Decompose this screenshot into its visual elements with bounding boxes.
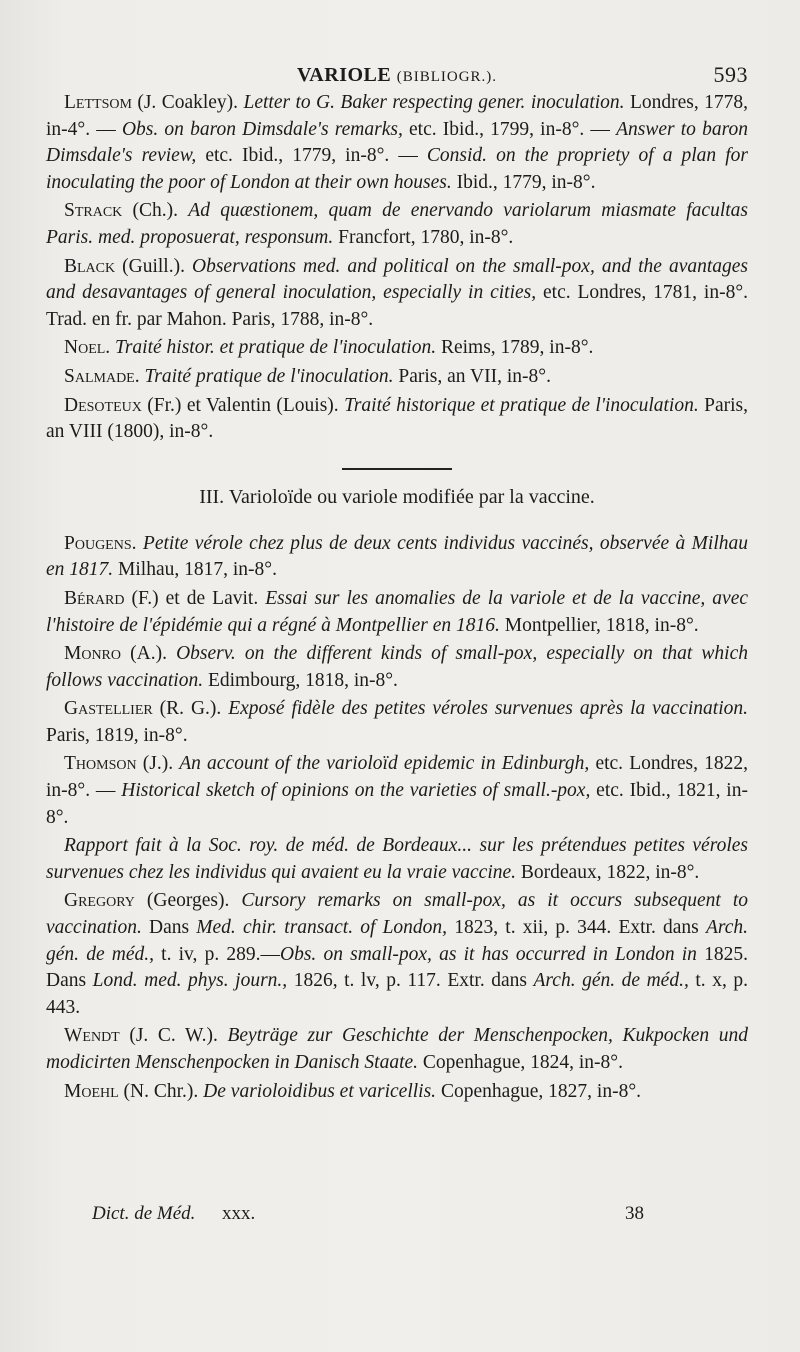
section-heading: III. Varioloïde ou variole modifiée par la vaccine.	[199, 485, 595, 508]
running-header	[46, 58, 748, 90]
entry-work-title: Lond. med. phys. journ.,	[92, 970, 288, 992]
entry-publication-info: Milhau, 1817, in-8°.	[113, 559, 277, 581]
entry-work-title: Observations med. and political on the small-pox, and the avantages and desavantages of general inoculation, especially in cities,	[46, 255, 749, 304]
entry-author-details: (R. G.).	[152, 698, 222, 720]
entry-work-title: Obs. on small-pox, as it has occurred in London in	[280, 943, 697, 965]
entry-author: Pougens.	[64, 532, 137, 554]
bibliography-entry	[46, 1023, 748, 1076]
entry-work-title: Traité histor. et pratique de l'inoculation.	[115, 337, 437, 359]
entry-publication-info: Londres, 1778, in-4°. —	[46, 92, 749, 140]
bibliography-entry	[46, 833, 748, 886]
bibliography-entry	[46, 586, 748, 639]
entry-author: Thomson	[64, 753, 137, 775]
entry-publication-info: 1823, t. xii, p. 344. Extr. dans	[447, 917, 706, 939]
entry-work-title: An account of the varioloïd epidemic in Edinburgh,	[179, 753, 590, 775]
entry-publication-info: t. x, p. 443.	[46, 970, 748, 1018]
bibliography-entry	[46, 696, 748, 749]
entry-work-title: Historical sketch of opinions on the varieties of small.-pox,	[121, 780, 591, 802]
bibliography-entry	[46, 1079, 748, 1106]
bibliography-section-inoculation	[46, 90, 748, 446]
footer-signature-number: 38	[625, 1203, 644, 1224]
entry-work-title: Ad quæstionem, quam de enervando variolarum miasmate facultas Paris. med. proposuerat, responsum.	[46, 200, 748, 248]
entry-work-title: Beyträge zur Geschichte der Menschenpocken, Kukpocken und modicirten Menschenpocken in Danisch Staate.	[46, 1025, 749, 1073]
entry-work-title: De varioloidibus et varicellis.	[203, 1080, 437, 1102]
footer-signature: Dict. de Méd.	[92, 1203, 196, 1224]
entry-publication-info: 1826, t. lv, p. 117. Extr. dans	[287, 970, 534, 992]
bibliography-entry	[46, 364, 748, 391]
entry-publication-info	[167, 643, 176, 664]
entry-author-details: (J. C. W.).	[119, 1025, 218, 1047]
bibliography-entry	[46, 198, 748, 251]
entry-author: Moehl	[64, 1080, 119, 1102]
entry-publication-info: Edimbourg, 1818, in-8°.	[203, 669, 398, 691]
entry-work-title: Med. chir. transact. of London,	[196, 917, 448, 939]
entry-author-details: (F.) et de Lavit.	[124, 587, 259, 609]
bibliography-entry	[46, 393, 748, 446]
entry-publication-info: Montpellier, 1818, in-8°.	[499, 614, 699, 636]
running-title	[46, 64, 748, 87]
entry-author: Desoteux	[64, 394, 142, 416]
bibliography-entry	[46, 254, 748, 334]
entry-publication-info	[229, 890, 241, 911]
entry-publication-info: Paris, an VII, in-8°.	[393, 365, 551, 387]
entry-publication-info: etc. Londres, 1781, in-8°. Trad. en fr. par Mahon. Paris, 1788, in-8°.	[46, 282, 748, 330]
entry-publication-info: Paris, 1819, in-8°.	[46, 724, 188, 746]
bibliography-section-varioloid	[46, 531, 748, 1105]
bibliography-entry	[46, 641, 748, 694]
entry-author: Bérard	[64, 587, 125, 609]
entry-publication-info: 1825. Dans	[46, 943, 748, 992]
entry-author: Noel.	[64, 337, 111, 359]
page-number: 593	[713, 62, 748, 87]
entry-author-details: (J. Coakley).	[131, 92, 239, 113]
running-title-sub: (BIBLIOGR.).	[396, 69, 498, 85]
entry-work-title: Rapport fait à la Soc. roy. de méd. de Bordeaux... sur les prétendues petites véroles survenues chez les individus qui avaient eu la vraie vaccine.	[46, 835, 748, 883]
entry-publication-info: Francfort, 1780, in-8°.	[333, 226, 514, 248]
entry-work-title: Observ. on the different kinds of small-pox, especially on that which follows vaccination.	[46, 643, 749, 691]
entry-author: Salmade.	[64, 365, 140, 387]
bibliography-entry	[46, 335, 748, 362]
entry-publication-info: etc. Ibid., 1779, in-8°. —	[196, 145, 427, 167]
entry-author: Black	[64, 255, 116, 277]
entry-author: Strack	[64, 200, 123, 222]
section-divider	[342, 468, 452, 470]
bibliography-entry	[46, 888, 748, 1021]
entry-work-title: Obs. on baron Dimsdale's remarks,	[121, 118, 403, 140]
entry-publication-info: etc. Londres, 1822, in-8°. —	[46, 753, 749, 802]
entry-publication-info: etc. Ibid., 1799, in-8°. —	[402, 118, 617, 140]
entry-work-title: Petite vérole chez plus de deux cents individus vaccinés, observée à Milhau en 1817.	[46, 532, 749, 581]
bibliography-entry	[46, 751, 748, 831]
bibliography-entry	[46, 90, 748, 196]
entry-work-title: Letter to G. Baker respecting gener. inoculation.	[243, 92, 625, 113]
entry-author-details: (Ch.).	[122, 200, 179, 222]
entry-publication-info: Reims, 1789, in-8°.	[436, 337, 594, 359]
entry-author-details: (N. Chr.).	[118, 1080, 199, 1102]
entry-author-details: (J.).	[136, 753, 174, 775]
entry-work-title: Cursory remarks on small-pox, as it occurs subsequent to vaccination.	[46, 890, 748, 939]
entry-work-title: Essai sur les anomalies de la variole et de la vaccine, avec l'histoire de l'épidémie qui a régné à Montpellier en 1816.	[46, 587, 749, 636]
entry-publication-info: Paris, an VIII (1800), in-8°.	[46, 394, 748, 443]
bibliography-entry	[46, 531, 748, 584]
entry-publication-info: Copenhague, 1827, in-8°.	[436, 1080, 641, 1102]
entry-publication-info: Ibid., 1779, in-8°.	[451, 171, 596, 193]
entry-publication-info	[178, 200, 188, 221]
entry-author: Gregory	[64, 890, 135, 912]
entry-publication-info: t. iv, p. 289.—	[154, 943, 280, 965]
entry-publication-info: etc. Ibid., 1821, in-8°.	[46, 780, 748, 828]
entry-work-title: Traité historique et pratique de l'inoculation.	[344, 394, 699, 416]
entry-work-title: Exposé fidèle des petites véroles survenues après la vaccination.	[228, 698, 749, 720]
entry-author-details: (Guill.).	[115, 255, 185, 277]
entry-author: Lettsom	[64, 92, 132, 113]
entry-author-details: (Georges).	[134, 890, 230, 912]
entry-author-details: (A.).	[121, 643, 167, 665]
entry-work-title: Arch. gén. de méd.,	[46, 917, 749, 965]
entry-publication-info	[185, 256, 192, 277]
running-title-main: VARIOLE	[296, 64, 392, 86]
entry-work-title: Consid. on the propriety of a plan for inoculating the poor of London at their own houses.	[46, 145, 749, 193]
entry-publication-info: Copenhague, 1824, in-8°.	[418, 1052, 623, 1073]
entry-work-title: Arch. gén. de méd.,	[533, 970, 689, 992]
entry-author: Wendt	[64, 1025, 120, 1047]
footer-volume: xxx.	[222, 1203, 256, 1224]
entry-author: Monro	[64, 643, 122, 665]
entry-work-title: Answer to baron Dimsdale's review,	[46, 118, 748, 167]
entry-publication-info: Dans	[141, 917, 197, 939]
entry-author: Gastellier	[64, 698, 153, 720]
entry-work-title: Traité pratique de l'inoculation.	[144, 365, 394, 387]
entry-author-details: (Fr.) et Valentin (Louis).	[141, 394, 339, 416]
entry-publication-info: Bordeaux, 1822, in-8°.	[516, 861, 700, 883]
